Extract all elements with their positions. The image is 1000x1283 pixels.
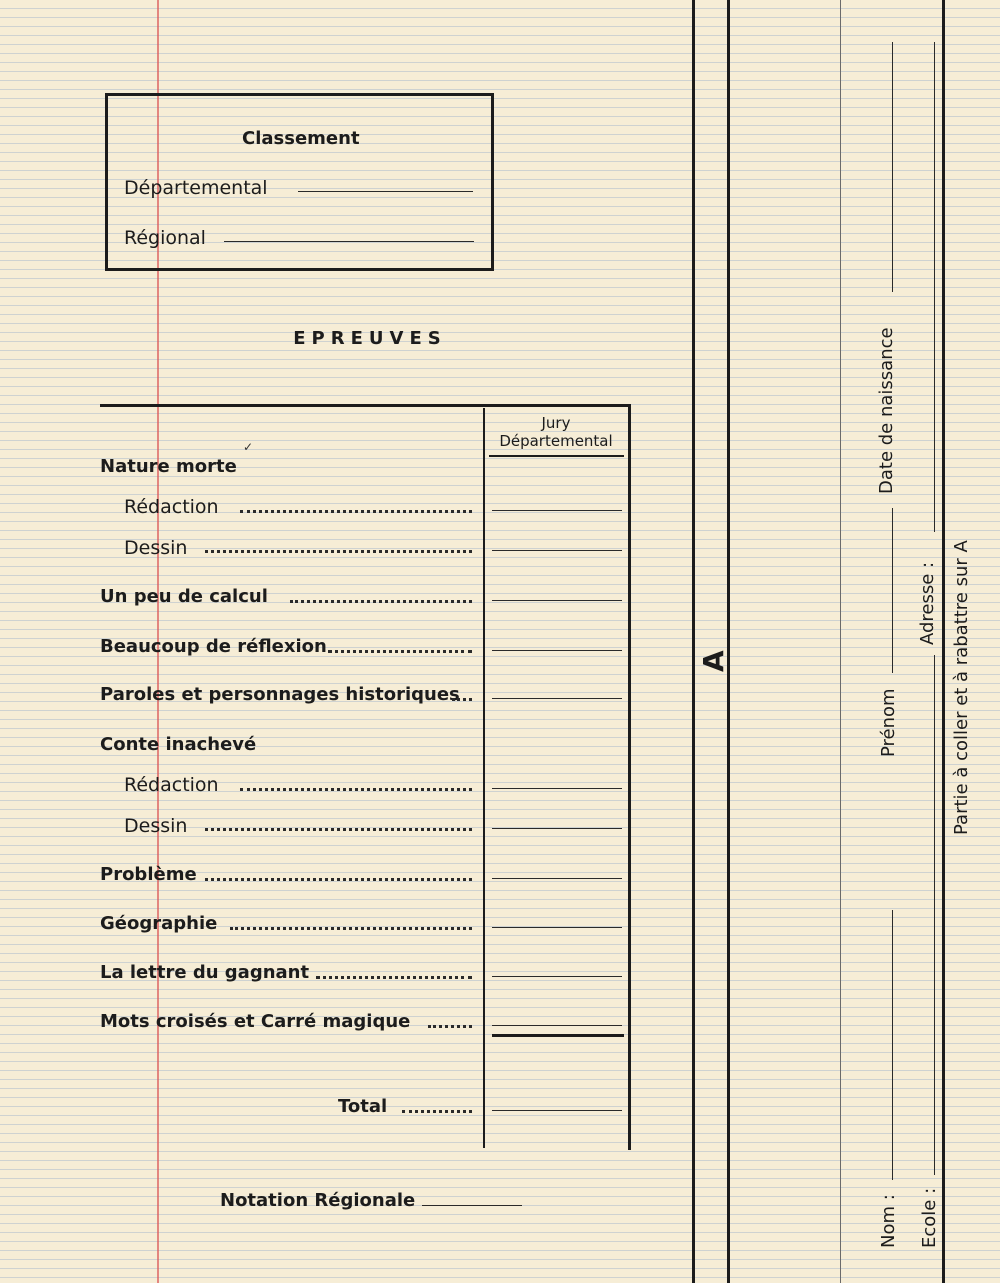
nature-morte-label: Nature morte bbox=[100, 456, 237, 477]
conte-label: Conte inachevé bbox=[100, 734, 257, 755]
jury-header-rule bbox=[489, 455, 624, 457]
reflexion-label: Beaucoup de réflexion bbox=[100, 636, 327, 657]
fold-line bbox=[840, 0, 841, 1283]
calcul-score-field[interactable] bbox=[492, 600, 622, 601]
conte-redaction-label: Rédaction bbox=[124, 774, 219, 796]
total-score-field[interactable] bbox=[492, 1110, 622, 1111]
dot-leader bbox=[428, 1025, 472, 1028]
geographie-label: Géographie bbox=[100, 913, 218, 934]
paroles-label: Paroles et personnages historiques bbox=[100, 684, 460, 705]
lettre-label: La lettre du gagnant bbox=[100, 962, 310, 983]
partie-a-coller-note: Partie à coller et à rabattre sur A bbox=[951, 540, 972, 835]
adresse-label: Adresse : bbox=[917, 561, 938, 645]
epreuves-title: EPREUVES bbox=[293, 328, 447, 349]
prenom-label: Prénom bbox=[878, 688, 899, 757]
conte-redaction-score-field[interactable] bbox=[492, 788, 622, 789]
dot-leader bbox=[240, 510, 472, 513]
date-naissance-label: Date de naissance bbox=[876, 327, 897, 494]
departemental-label: Départemental bbox=[124, 177, 268, 199]
total-label: Total bbox=[338, 1096, 388, 1117]
prenom-field[interactable] bbox=[892, 508, 893, 673]
nm-dessin-label: Dessin bbox=[124, 537, 188, 559]
notation-regionale-label: Notation Régionale bbox=[220, 1190, 416, 1211]
ecole-field[interactable] bbox=[934, 655, 935, 1175]
notation-regionale-field[interactable] bbox=[422, 1205, 522, 1206]
regional-field[interactable] bbox=[224, 241, 474, 242]
nom-label: Nom : bbox=[878, 1194, 899, 1248]
paroles-score-field[interactable] bbox=[492, 698, 622, 699]
dot-leader bbox=[316, 976, 472, 979]
conte-dessin-score-field[interactable] bbox=[492, 828, 622, 829]
separator-line-right bbox=[727, 0, 730, 1283]
departemental-field[interactable] bbox=[298, 191, 473, 192]
separator-line-left bbox=[692, 0, 695, 1283]
geographie-score-field[interactable] bbox=[492, 927, 622, 928]
calcul-label: Un peu de calcul bbox=[100, 586, 268, 607]
mots-croises-score-field[interactable] bbox=[492, 1025, 622, 1026]
dot-leader bbox=[290, 600, 472, 603]
jury-column-right-border bbox=[628, 404, 631, 1150]
probleme-score-field[interactable] bbox=[492, 878, 622, 879]
reflexion-score-field[interactable] bbox=[492, 650, 622, 651]
dot-leader bbox=[205, 828, 472, 831]
jury-column-left-border bbox=[483, 408, 485, 1148]
classement-title: Classement bbox=[242, 128, 360, 149]
regional-label: Régional bbox=[124, 227, 206, 249]
dot-leader bbox=[452, 698, 472, 701]
dot-leader bbox=[240, 788, 472, 791]
subtotal-rule bbox=[492, 1034, 624, 1037]
conte-dessin-label: Dessin bbox=[124, 815, 188, 837]
nm-redaction-label: Rédaction bbox=[124, 496, 219, 518]
nm-redaction-score-field[interactable] bbox=[492, 510, 622, 511]
probleme-label: Problème bbox=[100, 864, 197, 885]
table-top-rule bbox=[100, 404, 630, 407]
date-naissance-field[interactable] bbox=[892, 42, 893, 292]
dot-leader bbox=[230, 927, 472, 930]
dot-leader bbox=[205, 878, 472, 881]
dot-leader bbox=[205, 550, 472, 553]
dot-leader bbox=[328, 650, 472, 653]
lettre-score-field[interactable] bbox=[492, 976, 622, 977]
paste-edge-line bbox=[942, 0, 945, 1283]
dot-leader bbox=[402, 1110, 472, 1113]
adresse-field[interactable] bbox=[934, 42, 935, 532]
nom-field[interactable] bbox=[892, 910, 893, 1180]
pencil-tick-mark: ✓ bbox=[243, 440, 254, 454]
mots-croises-label: Mots croisés et Carré magique bbox=[100, 1011, 411, 1032]
nm-dessin-score-field[interactable] bbox=[492, 550, 622, 551]
ecole-label: Ecole : bbox=[919, 1187, 940, 1248]
jury-header: Jury Départemental bbox=[499, 414, 613, 450]
section-letter-a: A bbox=[697, 650, 730, 672]
